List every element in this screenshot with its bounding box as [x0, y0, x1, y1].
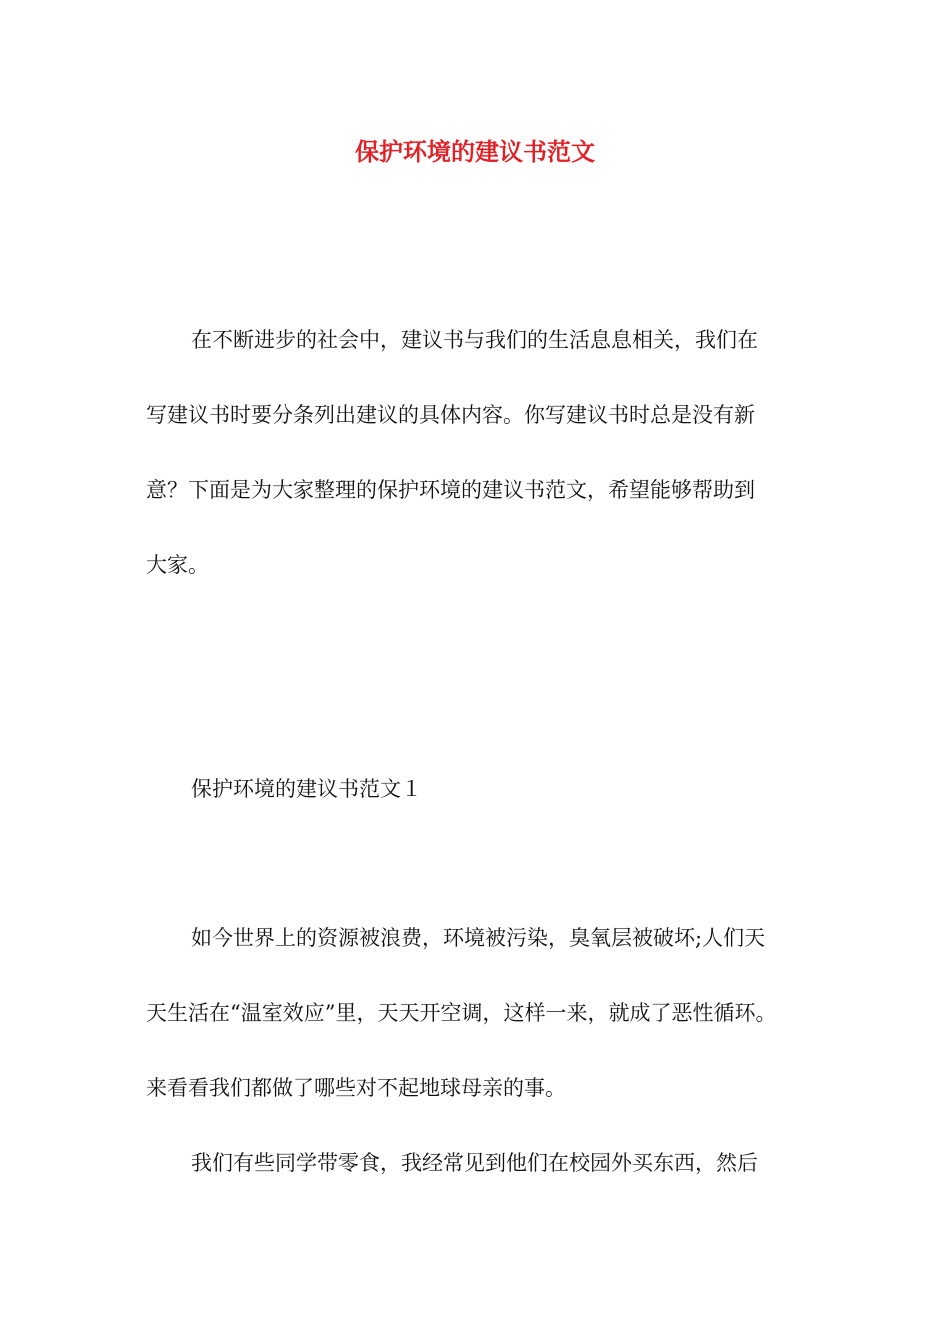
intro-line-2: 写建议书时要分条列出建议的具体内容。你写建议书时总是没有新: [146, 403, 755, 427]
document-title: 保护环境的建议书范文: [355, 137, 595, 166]
body-line-1: 如今世界上的资源被浪费，环境被污染，臭氧层被破坏;人们天: [191, 926, 766, 950]
body-line-3: 来看看我们都做了哪些对不起地球母亲的事。: [146, 1076, 566, 1100]
body-line-4: 我们有些同学带零食，我经常见到他们在校园外买东西，然后: [191, 1151, 758, 1175]
section-heading: 保护环境的建议书范文１: [191, 777, 422, 801]
intro-line-4: 大家。: [146, 553, 209, 577]
intro-line-1: 在不断进步的社会中，建议书与我们的生活息息相关，我们在: [191, 328, 758, 352]
body-line-2: 天生活在“温室效应”里，天天开空调，这样一来，就成了恶性循环。: [146, 1001, 777, 1025]
intro-line-3: 意？下面是为大家整理的保护环境的建议书范文，希望能够帮助到: [146, 478, 755, 502]
